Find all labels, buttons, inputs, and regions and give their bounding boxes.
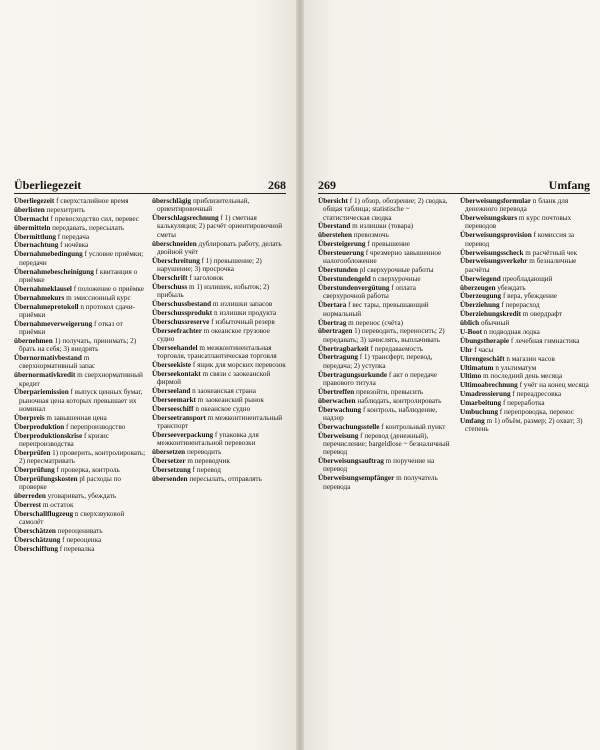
dictionary-entry (14, 241, 148, 249)
entry-headword: Übernahmeklausel (14, 284, 72, 293)
entry-definition: f переоценка (62, 536, 102, 545)
entry-headword: Überweisung (318, 431, 359, 440)
entry-definition: m 1) излишек, избыток; 2) прибыль (157, 282, 270, 300)
dictionary-entry (460, 364, 590, 372)
dictionary-entry (14, 545, 148, 553)
dictionary-entry (318, 284, 452, 301)
entry-definition: переоценивать (57, 527, 103, 536)
dictionary-entry (460, 292, 590, 300)
entry-headword: überschneiden (152, 239, 197, 248)
dictionary-entry (14, 414, 148, 422)
entry-headword: Überseetransport (152, 413, 206, 422)
running-head: Überliegezeit (14, 178, 82, 192)
entry-headword: überlisten (14, 205, 45, 214)
entry-headword: Überziehung (460, 301, 500, 310)
dictionary-entry (460, 328, 590, 336)
entry-definition: переводить (186, 448, 222, 457)
entry-headword: Überseeverpackung (152, 431, 214, 440)
dictionary-entry (14, 432, 148, 449)
entry-headword: überstehen (318, 231, 352, 240)
entry-definition: n протокол сдачи-приёмки (19, 302, 135, 319)
entry-headword: U-Boot (460, 327, 482, 336)
entry-definition: f передаваемость (370, 344, 423, 353)
entry-definition: пересылать, отправлять (189, 474, 262, 483)
entry-headword: übersenden (152, 474, 188, 483)
entry-headword: Überschiffung (14, 544, 58, 553)
entry-definition: f учёт на конец месяца (519, 381, 589, 390)
dictionary-entry (318, 301, 452, 318)
entry-definition: f 1) сметная калькуляция; 2) расчёт ориентировочной сметы (157, 214, 283, 239)
entry-definition: 1) получать, принимать; 2) брать на себя; 3) внедрять (19, 336, 137, 354)
entry-definition: уговаривать, убеждать (47, 492, 117, 501)
dictionary-entry (460, 399, 590, 407)
entry-definition: превозмочь (353, 231, 389, 240)
dictionary-entry (14, 423, 148, 431)
entry-headword: Überstundengeld (318, 275, 371, 284)
dictionary-entry (152, 240, 286, 257)
entry-definition: m сверхнормативный запас (19, 354, 96, 371)
dictionary-entry (318, 432, 452, 457)
dictionary-entry (152, 309, 286, 317)
dictionary-entry (460, 257, 590, 274)
dictionary-entry (460, 355, 590, 363)
entry-definition: n сверхурочные (372, 275, 421, 284)
dictionary-entry (318, 345, 452, 353)
entry-headword: Ultimatum (460, 363, 494, 372)
dictionary-entry (152, 257, 286, 274)
header-rule (14, 193, 286, 194)
entry-definition: m сверхнормативный кредит (19, 371, 143, 388)
entry-definition: f квитанция о приёмке (19, 267, 138, 284)
entry-definition: убеждать (497, 283, 526, 292)
entry-headword: übernormativkredit (14, 371, 76, 380)
entry-headword: Überweisungsscheck (460, 248, 524, 257)
entry-headword: Übertragbarkeit (318, 344, 369, 353)
entry-definition: m заокеанский рынок (197, 396, 264, 405)
entry-headword: Überwachungsstelle (318, 422, 380, 431)
dictionary-entry (460, 301, 590, 309)
dictionary-entry (14, 388, 148, 413)
entry-definition: f 1) обзор, обозрение; 2) сводка, общая таблица; statistische ~ статистическая сводка (323, 197, 448, 222)
entry-definition: f перевод (192, 466, 221, 475)
right-page (300, 0, 600, 750)
right-page-column-1 (318, 197, 452, 749)
dictionary-entry (318, 231, 452, 239)
dictionary-entry (460, 381, 590, 389)
left-page-column-2 (152, 197, 286, 749)
dictionary-entry (152, 405, 286, 413)
entry-headword: Übertreffen (318, 387, 355, 396)
entry-definition: f перевод (денежный), перечисление; bargeldlose ~ безналичный перевод (323, 431, 450, 457)
entry-headword: üblich (460, 319, 480, 328)
entry-headword: Übertragung (318, 353, 358, 362)
entry-headword: Ultimo (460, 372, 482, 381)
entry-definition: f 1) превышение; 2) нарушение; 3) просрочка (157, 256, 262, 274)
entry-headword: Übersteigerung (318, 240, 366, 249)
page-number: 269 (318, 178, 336, 192)
entry-definition: m овердрафт (522, 310, 563, 319)
entry-definition: приблизительный, ориентировочный (157, 197, 250, 214)
dictionary-entry (460, 249, 590, 257)
book-gutter (296, 0, 304, 750)
entry-headword: Überstundenvergütung (318, 284, 390, 293)
entry-headword: Überweisungskurs (460, 214, 518, 223)
entry-headword: Überschätzen (14, 527, 56, 536)
dictionary-entry (318, 353, 452, 370)
entry-headword: Uhrengeschäft (460, 354, 505, 363)
dictionary-entry (460, 337, 590, 345)
entry-headword: überschlägig (152, 197, 192, 205)
entry-definition: f акт о передаче правового титула (323, 370, 438, 387)
entry-headword: Überweisungsverkehr (460, 257, 528, 266)
entry-headword: Überprüfen (14, 448, 51, 457)
entry-definition: f превышение (367, 240, 410, 249)
entry-definition: n сверхзвуковой самолёт (19, 509, 125, 527)
entry-headword: Übertara (318, 301, 347, 310)
entry-headword: übernehmen (14, 336, 53, 345)
entry-definition: m завышенная цена (46, 413, 107, 422)
dictionary-entry (460, 372, 590, 380)
entry-headword: Umarbeitung (460, 399, 502, 408)
entry-definition: передавать, пересылать (52, 223, 125, 232)
entry-headword: Übernahmeprotokoll (14, 302, 79, 311)
entry-headword: Überweisungsformular (460, 197, 532, 205)
dictionary-entry (152, 475, 286, 483)
entry-definition: m межконтинентальная торговля, трансатлантическая торговля (157, 343, 277, 361)
dictionary-entry (318, 388, 452, 396)
dictionary-entry (318, 371, 452, 388)
entry-headword: Umadressierung (460, 390, 511, 399)
dictionary-entry (318, 240, 452, 248)
entry-headword: Überliegezeit (14, 197, 55, 205)
dictionary-entry (152, 361, 286, 369)
entry-headword: übertragen (318, 327, 353, 336)
dictionary-entry (14, 206, 148, 214)
entry-definition: f вера, убеждение (502, 292, 557, 301)
dictionary-entry (318, 474, 452, 491)
dictionary-entry (14, 303, 148, 320)
dictionary-entry (460, 346, 590, 354)
dictionary-entry (460, 284, 590, 292)
dictionary-entry (14, 466, 148, 474)
entry-definition: наблюдать, контролировать (357, 396, 442, 405)
entry-definition: m излишки (товара) (352, 222, 414, 231)
entry-headword: Überweisungsauftrag (318, 457, 384, 466)
entry-headword: Überschallflugzeug (14, 509, 74, 518)
right-page-header (318, 178, 590, 192)
entry-headword: Übermacht (14, 214, 49, 223)
entry-headword: Übersteuerung (318, 249, 364, 258)
entry-definition: f перевалка (59, 544, 95, 553)
entry-definition: m излишки запасов (212, 300, 273, 309)
entry-definition: f избыточный резерв (211, 317, 275, 326)
dictionary-entry (460, 408, 590, 416)
entry-definition: f переадресовка (512, 390, 562, 399)
dictionary-entry (152, 414, 286, 431)
dictionary-entry (14, 527, 148, 535)
entry-headword: Überschussbestand (152, 300, 212, 309)
entry-headword: Übertragungsurkunde (318, 370, 388, 379)
dictionary-entry (460, 310, 590, 318)
entry-headword: Überziehungskredit (460, 310, 521, 319)
dictionary-entry (318, 275, 452, 283)
entry-headword: Übersetzer (152, 457, 186, 466)
dictionary-entry (14, 510, 148, 527)
dictionary-entry (152, 344, 286, 361)
entry-definition: m получатель перевода (323, 474, 438, 491)
entry-definition: n излишки продукта (213, 309, 277, 318)
entry-definition: f упаковка для межконтинентальной перевозки (157, 431, 259, 448)
dictionary-entry (152, 327, 286, 344)
dictionary-entry (14, 294, 148, 302)
entry-definition: m переводчик (187, 457, 230, 466)
entry-definition: m океанское грузовое судно (157, 326, 270, 344)
page-number: 268 (268, 178, 286, 192)
entry-definition: f сверхсталийное время (56, 197, 129, 205)
dictionary-entry (318, 222, 452, 230)
dictionary-entry (152, 448, 286, 456)
entry-headword: Übernahmekurs (14, 293, 65, 302)
entry-headword: Übersicht (318, 197, 348, 205)
entry-definition: f проверка, контроль (56, 466, 120, 475)
entry-headword: Übernachtung (14, 241, 59, 250)
entry-headword: Überseekiste (152, 361, 192, 370)
entry-definition: f переработка (502, 399, 545, 408)
entry-headword: Überschussreserve (152, 317, 210, 326)
entry-definition: n магазин часов (506, 354, 555, 363)
entry-definition: f условие приёмки; передачи (19, 250, 144, 267)
entry-definition: m поручение на перевод (323, 457, 435, 474)
entry-headword: überreden (14, 492, 46, 501)
entry-definition: 1) переводить, переносить; 2) передавать; 3) зачислять, выплачивать (323, 327, 445, 344)
entry-headword: Überstunden (318, 266, 358, 275)
entry-definition: f ночёвка (60, 241, 89, 250)
dictionary-entry (14, 250, 148, 267)
entry-definition: f положение о приёмке (73, 284, 144, 293)
dictionary-entry (460, 197, 590, 214)
dictionary-entry (14, 233, 148, 241)
right-page-column-2 (460, 197, 590, 749)
entry-headword: Übernahmeverweigerung (14, 319, 93, 328)
left-page-header (14, 178, 286, 192)
entry-definition: n бланк для денежного перевода (465, 197, 569, 214)
dictionary-entry (460, 231, 590, 248)
entry-headword: Überwiegend (460, 274, 501, 283)
entry-headword: Überwachung (318, 405, 362, 414)
entry-headword: übermitteln (14, 223, 51, 232)
entry-definition: f выпуск ценных бумаг, рыночная цена которых превышает их номинал (19, 388, 143, 414)
entry-headword: Überschätzung (14, 536, 61, 545)
entry-definition: n подводная лодка (483, 327, 540, 336)
entry-headword: Überpariemission (14, 388, 69, 397)
entry-definition: f перепроизводство (66, 422, 126, 431)
dictionary-entry (152, 396, 286, 404)
dictionary-entry (152, 431, 286, 448)
entry-definition: m последний день месяца (482, 372, 563, 381)
entry-definition: m связи с заокеанской фирмой (157, 370, 271, 387)
entry-headword: Überprüfung (14, 466, 55, 475)
entry-headword: Übertrag (318, 318, 347, 327)
dictionary-entry (460, 319, 590, 327)
entry-headword: Überzeugung (460, 292, 502, 301)
dictionary-entry (460, 275, 590, 283)
entry-definition: f ящик для морских перевозок (192, 361, 286, 370)
dictionary-entry (14, 492, 148, 500)
entry-headword: Übungstherapie (460, 336, 510, 345)
entry-definition: f контроль, наблюдение, надзор (323, 405, 438, 422)
dictionary-entry (152, 300, 286, 308)
entry-headword: überzeugen (460, 283, 496, 292)
entry-definition: m 1) объём, размер; 2) охват; 3) степень (465, 416, 583, 434)
dictionary-entry (152, 214, 286, 239)
entry-definition: f вес тары, превышающий нормальный (323, 301, 429, 318)
entry-definition: m эмиссионный курс (66, 293, 131, 302)
entry-headword: Überseeland (152, 387, 191, 396)
dictionary-entry (152, 387, 286, 395)
entry-headword: Übernormativbestand (14, 354, 82, 363)
dictionary-entry (152, 370, 286, 387)
entry-headword: überwachen (318, 396, 356, 405)
entry-definition: f чрезмерно завышенное налогообложение (323, 249, 442, 266)
header-rule (318, 193, 590, 194)
dictionary-entry (14, 337, 148, 354)
dictionary-entry (14, 215, 148, 223)
entry-definition: f оплата сверхурочной работы (323, 284, 416, 301)
dictionary-entry (460, 390, 590, 398)
entry-definition: f перепроводка, перенос (499, 408, 574, 416)
dictionary-entry (14, 224, 148, 232)
entry-headword: Übernahmebedingung (14, 250, 83, 259)
entry-headword: Ultimoabrechnung (460, 381, 518, 390)
entry-headword: Umfang (460, 416, 485, 425)
dictionary-entry (460, 214, 590, 231)
dictionary-entry (14, 475, 148, 492)
dictionary-entry (152, 197, 286, 214)
dictionary-entry (14, 501, 148, 509)
entry-headword: Uhr (460, 345, 473, 354)
entry-headword: Überschrift (152, 274, 188, 283)
entry-headword: Überschlagsrechnung (152, 214, 219, 223)
dictionary-entry (318, 319, 452, 327)
entry-definition: f контрольный пункт (381, 422, 446, 431)
entry-definition: n ультиматум (495, 363, 537, 372)
entry-headword: Überrest (14, 501, 42, 510)
entry-definition: f отказ от приёмки (19, 319, 123, 336)
dictionary-entry (318, 457, 452, 474)
entry-definition: m расчётный чек (525, 248, 578, 257)
entry-definition: дублировать работу, делать двойной учёт (157, 239, 282, 256)
entry-headword: Übermittlung (14, 232, 56, 241)
entry-definition: m курс почтовых переводов (465, 214, 572, 231)
dictionary-entry (318, 327, 452, 344)
entry-definition: обычный (480, 319, 510, 328)
entry-headword: Umbuchung (460, 408, 498, 416)
entry-headword: übersetzen (152, 448, 186, 457)
entry-headword: Überweisungsprovision (460, 231, 532, 240)
entry-definition: n заокеанская страна (192, 387, 256, 396)
dictionary-entry (14, 371, 148, 388)
entry-definition: перехитрить (46, 205, 85, 214)
entry-definition: m безналичные расчёты (465, 257, 577, 274)
dictionary-entry (318, 197, 452, 222)
dictionary-entry (152, 274, 286, 282)
running-head: Umfang (548, 178, 590, 192)
entry-definition: f кризис перепроизводства (19, 431, 109, 448)
entry-headword: Überseehandel (152, 343, 198, 352)
dictionary-entry (14, 536, 148, 544)
entry-headword: Überseeschiff (152, 405, 194, 414)
entry-definition: f превосходство сил, перевес (50, 214, 139, 223)
entry-definition: f 1) трансферт, перевод, передача; 2) уступка (323, 353, 433, 370)
entry-headword: Überschuss (152, 282, 188, 291)
entry-definition: преобладающий (502, 274, 553, 283)
entry-headword: Überproduktionskrise (14, 431, 83, 440)
entry-definition: pl сверхурочные работы (359, 266, 434, 275)
entry-headword: Übernahmebescheinigung (14, 267, 94, 276)
left-page-column-1 (14, 197, 148, 749)
entry-definition: pl расходы по проверке (19, 474, 122, 492)
entry-definition: m остаток (42, 501, 74, 510)
dictionary-entry (14, 285, 148, 293)
entry-headword: Überseekontakt (152, 370, 201, 379)
dictionary-entry (318, 249, 452, 266)
entry-definition: f комиссия за перевод (465, 231, 575, 248)
entry-definition: f часы (474, 345, 494, 354)
dictionary-entry (14, 449, 148, 466)
entry-definition: m межконтинентальный транспорт (157, 413, 283, 431)
dictionary-entry (318, 266, 452, 274)
dictionary-entry (14, 354, 148, 371)
entry-definition: m перенос (счёта) (348, 318, 404, 327)
entry-definition: 1) проверить, контролировать; 2) пересматривать (19, 448, 146, 466)
dictionary-entry (318, 406, 452, 423)
entry-headword: Überpreis (14, 413, 45, 422)
entry-headword: Überproduktion (14, 422, 65, 431)
dictionary-entry (318, 423, 452, 431)
entry-definition: f перерасход (501, 301, 540, 310)
dictionary-entry (318, 397, 452, 405)
entry-headword: Überschussprodukt (152, 309, 213, 318)
entry-headword: Überprüfungskosten (14, 474, 78, 483)
entry-headword: Überseefrachter (152, 326, 202, 335)
entry-definition: f заголовок (189, 274, 224, 283)
entry-definition: f передача (57, 232, 90, 241)
entry-definition: превзойти, превысить (355, 387, 424, 396)
entry-headword: Überstand (318, 222, 351, 231)
dictionary-entry (14, 320, 148, 337)
dictionary-entry (152, 466, 286, 474)
dictionary-entry (14, 268, 148, 285)
entry-headword: Überschreitung (152, 256, 200, 265)
dictionary-entry (152, 318, 286, 326)
entry-headword: Überseemarkt (152, 396, 196, 405)
entry-definition: n океанское судно (195, 405, 251, 414)
dictionary-entry (460, 417, 590, 434)
entry-headword: Übersetzung (152, 466, 191, 475)
entry-definition: f лечебная гимнастика (510, 336, 580, 345)
entry-headword: Überweisungsempfänger (318, 474, 395, 483)
dictionary-entry (14, 197, 148, 205)
dictionary-entry (152, 457, 286, 465)
dictionary-entry (152, 283, 286, 300)
